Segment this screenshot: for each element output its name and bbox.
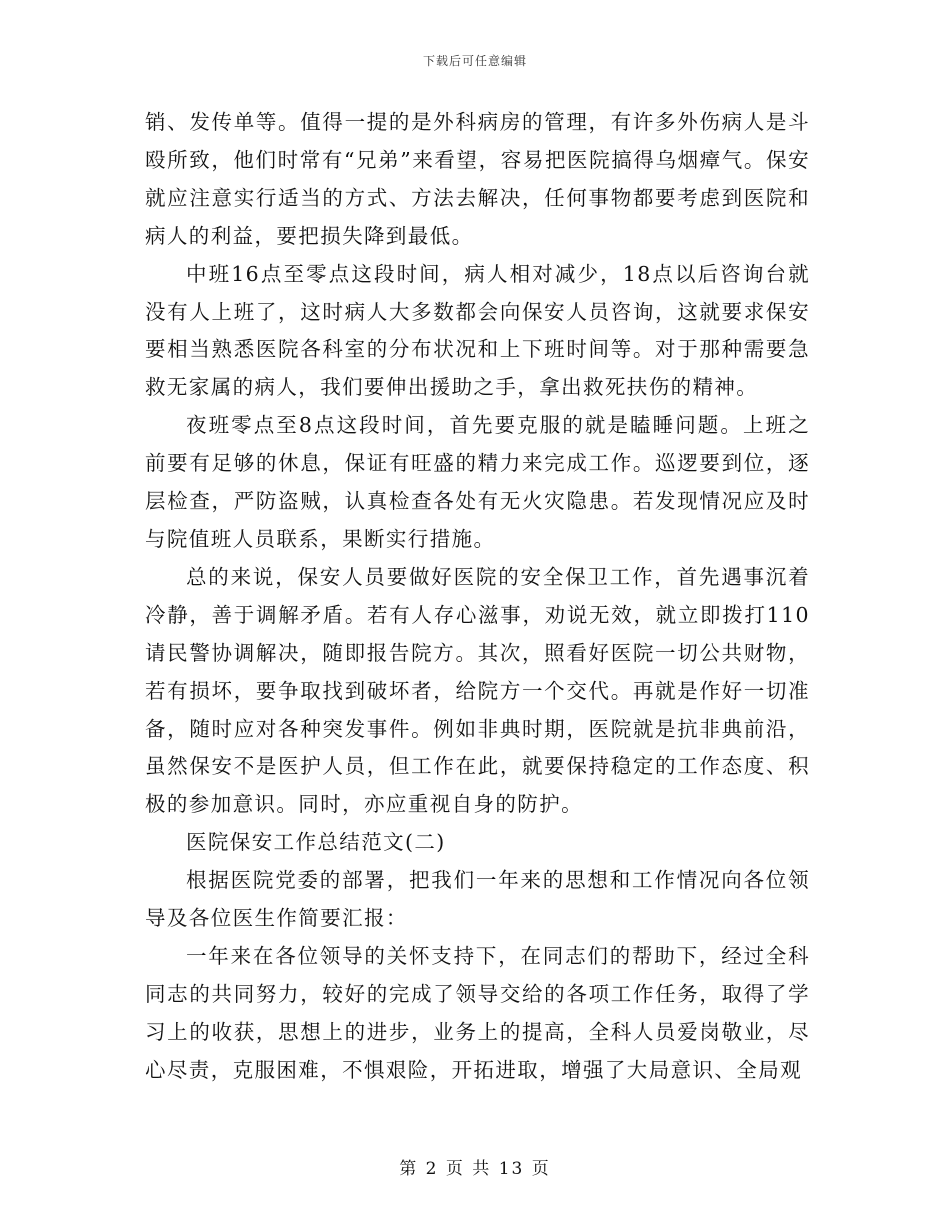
paragraph: 夜班零点至8点这段时间，首先要克服的就是瞌睡问题。上班之前要有足够的休息，保证有旺盛的精力来完成工作。巡逻要到位，逐层检查，严防盗贼，认真检查各处有无火灾隐患。若发现情况应及时与院值班人员联系，果断实行措施。 — [145, 413, 810, 551]
paragraph: 一年来在各位领导的关怀支持下，在同志们的帮助下，经过全科同志的共同努力，较好的完成了领导交给的各项工作任务，取得了学习上的收获，思想上的进步，业务上的提高，全科人员爱岗敬业，尽心尽责，克服困难，不惧艰险，开拓进取，增强了大局意识、全局观 — [145, 943, 810, 1082]
paragraph: 总的来说，保安人员要做好医院的安全保卫工作，首先遇事沉着冷静，善于调解矛盾。若有人存心滋事，劝说无效，就立即拨打110请民警协调解决，随即报告院方。其次，照看好医院一切公共财物，若有损坏，要争取找到破坏者，给院方一个交代。再就是作好一切准备，随时应对各种突发事件。例如非典时期，医院就是抗非典前沿，虽然保安不是医护人员，但工作在此，就要保持稳定的工作态度、积极的参加意识。同时，亦应重视自身的防护。 — [145, 564, 810, 817]
page-footer: 第 2 页 共 13 页 — [399, 1159, 551, 1179]
page-header: 下载后可任意编辑 — [422, 54, 527, 68]
paragraph: 根据医院党委的部署，把我们一年来的思想和工作情况向各位领导及各位医生作简要汇报： — [145, 868, 810, 931]
section-heading: 医院保安工作总结范文(二) — [186, 830, 446, 855]
document-body — [145, 104, 810, 1090]
paragraph: 中班16点至零点这段时间，病人相对减少，18点以后咨询台就没有人上班了，这时病人大多数都会向保安人员咨询，这就要求保安要相当熟悉医院各科室的分布状况和上下班时间等。对于那种需要急救无家属的病人，我们要伸出援助之手，拿出救死扶伤的精神。 — [145, 261, 810, 400]
paragraph: 销、发传单等。值得一提的是外科病房的管理，有许多外伤病人是斗殴所致，他们时常有“兄弟”来看望，容易把医院搞得乌烟瘴气。保安就应注意实行适当的方式、方法去解决，任何事物都要考虑到医院和病人的利益，要把损失降到最低。 — [145, 110, 810, 248]
